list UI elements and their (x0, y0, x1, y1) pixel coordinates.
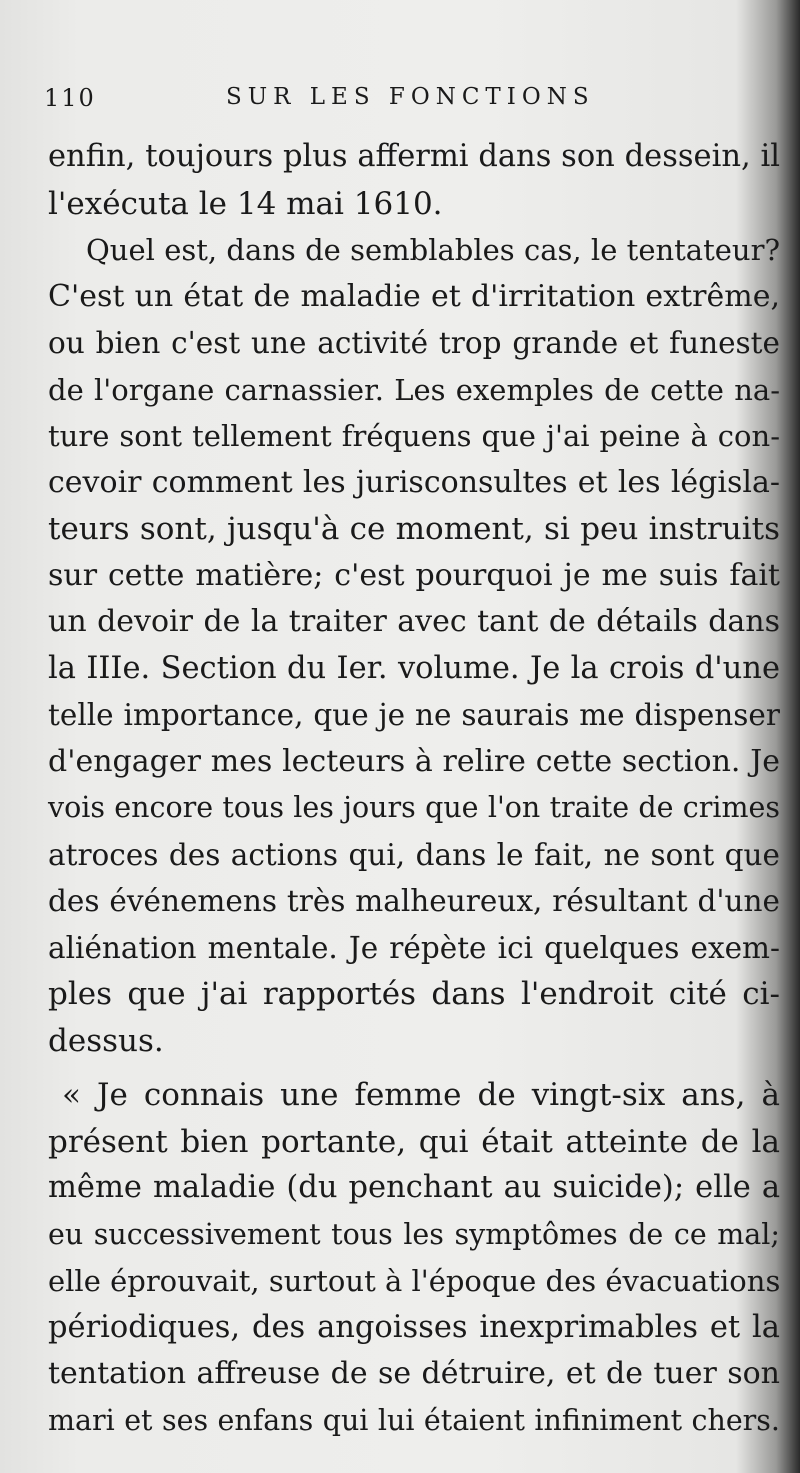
text-line: cevoir comment les jurisconsultes et les législa- (48, 464, 780, 500)
text-line: présent bien portante, qui était atteinte de la (48, 1123, 780, 1160)
text-line: C'est un état de maladie et d'irritation extrême, (48, 278, 780, 314)
body-text (48, 134, 780, 1444)
text-line: aliénation mentale. Je répète ici quelques exem- (48, 930, 780, 965)
text-line: d'engager mes lecteurs à relire cette section. Je (48, 743, 780, 779)
paragraph-first-line: « Je connais une femme de vingt-six ans, à (62, 1077, 780, 1113)
text-line: même maladie (du penchant au suicide); elle a (48, 1170, 780, 1205)
text-line: tentation affreuse de se détruire, et de tuer son (48, 1356, 780, 1391)
text-line: atroces des actions qui, dans le fait, ne sont que (48, 837, 780, 872)
text-line: des événemens très malheureux, résultant d'une (48, 884, 780, 918)
text-line: eu successivement tous les symptômes de ce mal; (48, 1217, 780, 1251)
page-number: 110 (44, 84, 96, 112)
text-line: de l'organe carnassier. Les exemples de cette na- (48, 372, 780, 407)
text-line: ou bien c'est une activité trop grande et funeste (48, 326, 780, 360)
text-line: sur cette matière; c'est pourquoi je me suis fait (48, 557, 780, 593)
text-line: la IIIe. Section du Ier. volume. Je la crois d'une (48, 650, 780, 686)
text-line: un devoir de la traiter avec tant de détails dans (48, 604, 780, 639)
text-line: vois encore tous les jours que l'on traite de crimes (48, 791, 780, 824)
text-line: elle éprouvait, surtout à l'époque des évacuations (48, 1264, 781, 1298)
text-line: dessus. (48, 1022, 164, 1059)
text-line: ture sont tellement fréquens que j'ai peine à con- (48, 419, 780, 453)
text-line: telle importance, que je ne saurais me dispenser (48, 698, 780, 732)
text-line: mari et ses enfans qui lui étaient infiniment chers. (48, 1403, 780, 1437)
page-header (44, 84, 604, 120)
text-line: teurs sont, jusqu'à ce moment, si peu instruits (48, 511, 780, 547)
running-title: SUR LES FONCTIONS (226, 84, 595, 110)
text-line: périodiques, des angoisses inexprimables et la (48, 1309, 780, 1345)
text-line: enfin, toujours plus affermi dans son dessein, il (48, 139, 780, 174)
text-line: l'exécuta le 14 mai 1610. (48, 185, 443, 222)
text-line: ples que j'ai rapportés dans l'endroit cité ci- (48, 976, 780, 1012)
paragraph-first-line: Quel est, dans de semblables cas, le tentateur? (86, 233, 780, 267)
